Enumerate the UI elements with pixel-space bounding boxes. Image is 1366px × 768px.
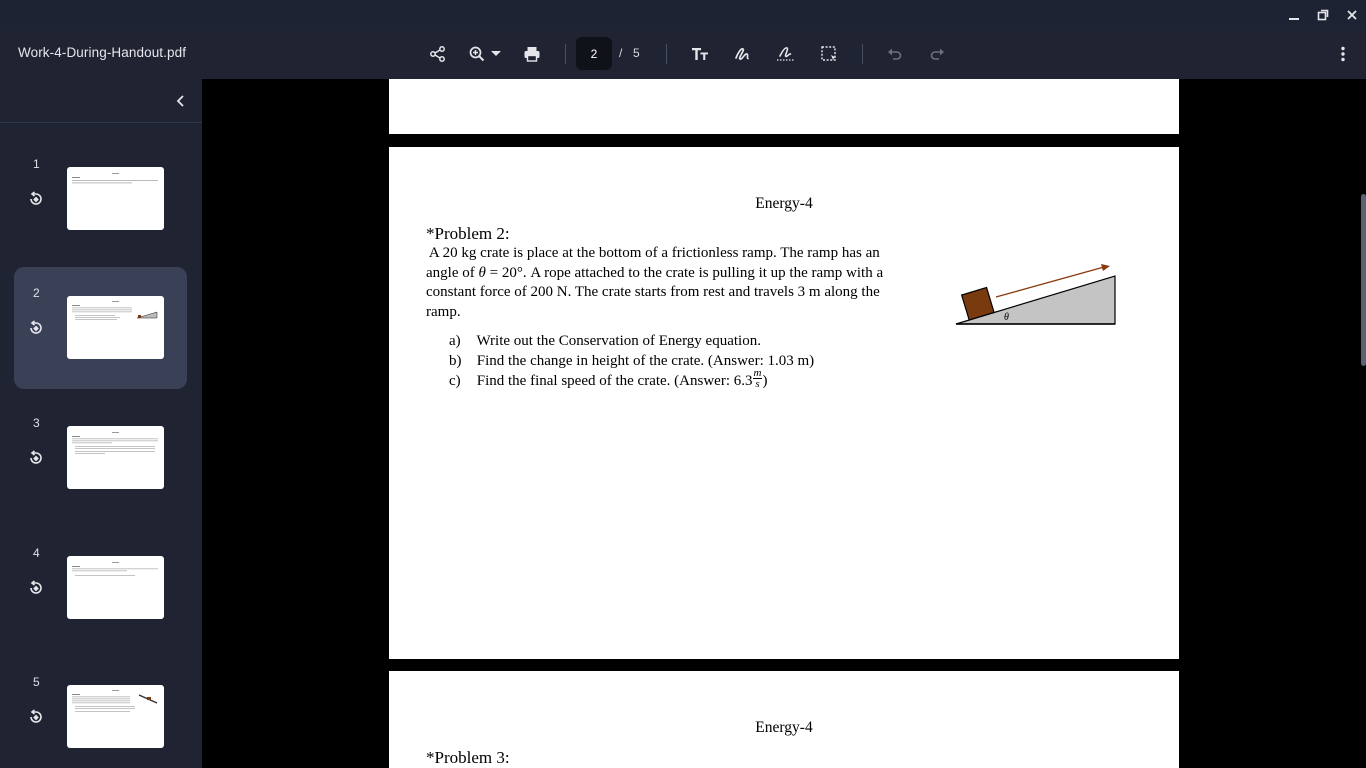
- problem-title: *Problem 3:: [426, 748, 510, 767]
- problem-text-segment: = 20°. A rope attached to the crate is pulling it up the ramp with a: [485, 264, 884, 281]
- problem-text: [426, 244, 916, 323]
- sidebar-divider: [0, 122, 202, 123]
- pdf-page-1: [389, 79, 1179, 134]
- thumbnail-number: 1: [33, 157, 40, 171]
- unit-numerator: m: [753, 367, 762, 380]
- share-icon[interactable]: [425, 41, 451, 67]
- question-text: Find the final speed of the crate. (Answer: 6.3: [476, 373, 753, 389]
- thumbnail-item-3[interactable]: [14, 397, 187, 519]
- page-header: Energy-4: [755, 719, 813, 736]
- question-c: [449, 367, 768, 391]
- rotate-icon[interactable]: [26, 578, 46, 598]
- chevron-left-icon[interactable]: [170, 91, 190, 111]
- question-text: Find the change in height of the crate. (Answer: 1.03 m): [476, 353, 815, 369]
- thumbnail-number: 3: [33, 416, 40, 430]
- thumbnail-item-5[interactable]: [14, 656, 187, 768]
- close-paren: ): [762, 373, 768, 389]
- pdf-page-3: [389, 671, 1179, 768]
- thumbnail-item-2[interactable]: [14, 267, 187, 389]
- angle-label: θ: [1004, 312, 1009, 323]
- signature-icon[interactable]: [773, 41, 799, 67]
- thumbnail-number: 4: [33, 546, 40, 560]
- scrollbar[interactable]: [1361, 194, 1366, 366]
- arrow-head: [1101, 264, 1110, 271]
- problem-text-line: ramp.: [426, 304, 461, 321]
- thumbnail-sidebar: [0, 79, 202, 768]
- question-label: b): [449, 353, 462, 369]
- problem-text-line: constant force of 200 N. The crate starts from rest and travels 3 m along the: [426, 284, 880, 301]
- thumbnail-page-2: [67, 296, 164, 359]
- redo-icon[interactable]: [924, 41, 950, 67]
- minimize-icon[interactable]: [1283, 4, 1305, 26]
- problem-text-line: A 20 kg crate is place at the bottom of a frictionless ramp. The ramp has an: [426, 245, 880, 261]
- ramp-diagram: [954, 264, 1119, 327]
- text-icon[interactable]: [687, 41, 713, 67]
- more-vert-icon[interactable]: [1330, 41, 1356, 67]
- thumbnail-page-1: [67, 167, 164, 230]
- question-text: Write out the Conservation of Energy equation.: [476, 333, 761, 349]
- question-label: a): [449, 333, 461, 349]
- problem-title: *Problem 2:: [426, 224, 510, 243]
- toolbar-divider: [862, 44, 863, 64]
- problem-text-segment: angle of: [426, 264, 479, 281]
- thumbnail-page-5: [67, 685, 164, 748]
- page-header: Energy-4: [755, 195, 813, 212]
- thumbnail-page-3: [67, 426, 164, 489]
- thumbnail-page-4: [67, 556, 164, 619]
- thumbnail-item-4[interactable]: [14, 527, 187, 649]
- question-label: c): [449, 373, 461, 389]
- pdf-page-2: [389, 147, 1179, 659]
- thumbnail-number: 2: [33, 286, 40, 300]
- document-viewer[interactable]: [202, 79, 1366, 768]
- window-titlebar: [0, 0, 1366, 29]
- unit-fraction: [753, 368, 763, 389]
- rotate-icon[interactable]: [26, 448, 46, 468]
- page-separator: /: [619, 46, 623, 60]
- thumbnail-number: 5: [33, 675, 40, 689]
- thumbnail-item-1[interactable]: [14, 138, 187, 260]
- page-total: 5: [633, 46, 640, 60]
- restore-icon[interactable]: [1312, 4, 1334, 26]
- rotate-icon[interactable]: [26, 189, 46, 209]
- undo-icon[interactable]: [882, 41, 908, 67]
- print-icon[interactable]: [519, 41, 545, 67]
- rotate-icon[interactable]: [26, 318, 46, 338]
- theta-symbol: θ: [478, 264, 486, 281]
- pdf-toolbar: [0, 29, 1366, 79]
- rotate-icon[interactable]: [26, 707, 46, 727]
- chevron-down-icon[interactable]: [487, 41, 505, 67]
- close-icon[interactable]: [1341, 4, 1363, 26]
- toolbar-divider: [565, 44, 566, 64]
- page-number-input[interactable]: 2: [576, 37, 612, 70]
- problem-text-line: [426, 264, 916, 284]
- file-title: Work-4-During-Handout.pdf: [18, 45, 187, 60]
- question-a: [449, 333, 761, 350]
- draw-icon[interactable]: [730, 41, 756, 67]
- toolbar-divider: [666, 44, 667, 64]
- select-area-icon[interactable]: [816, 41, 842, 67]
- unit-denominator: s: [755, 378, 760, 391]
